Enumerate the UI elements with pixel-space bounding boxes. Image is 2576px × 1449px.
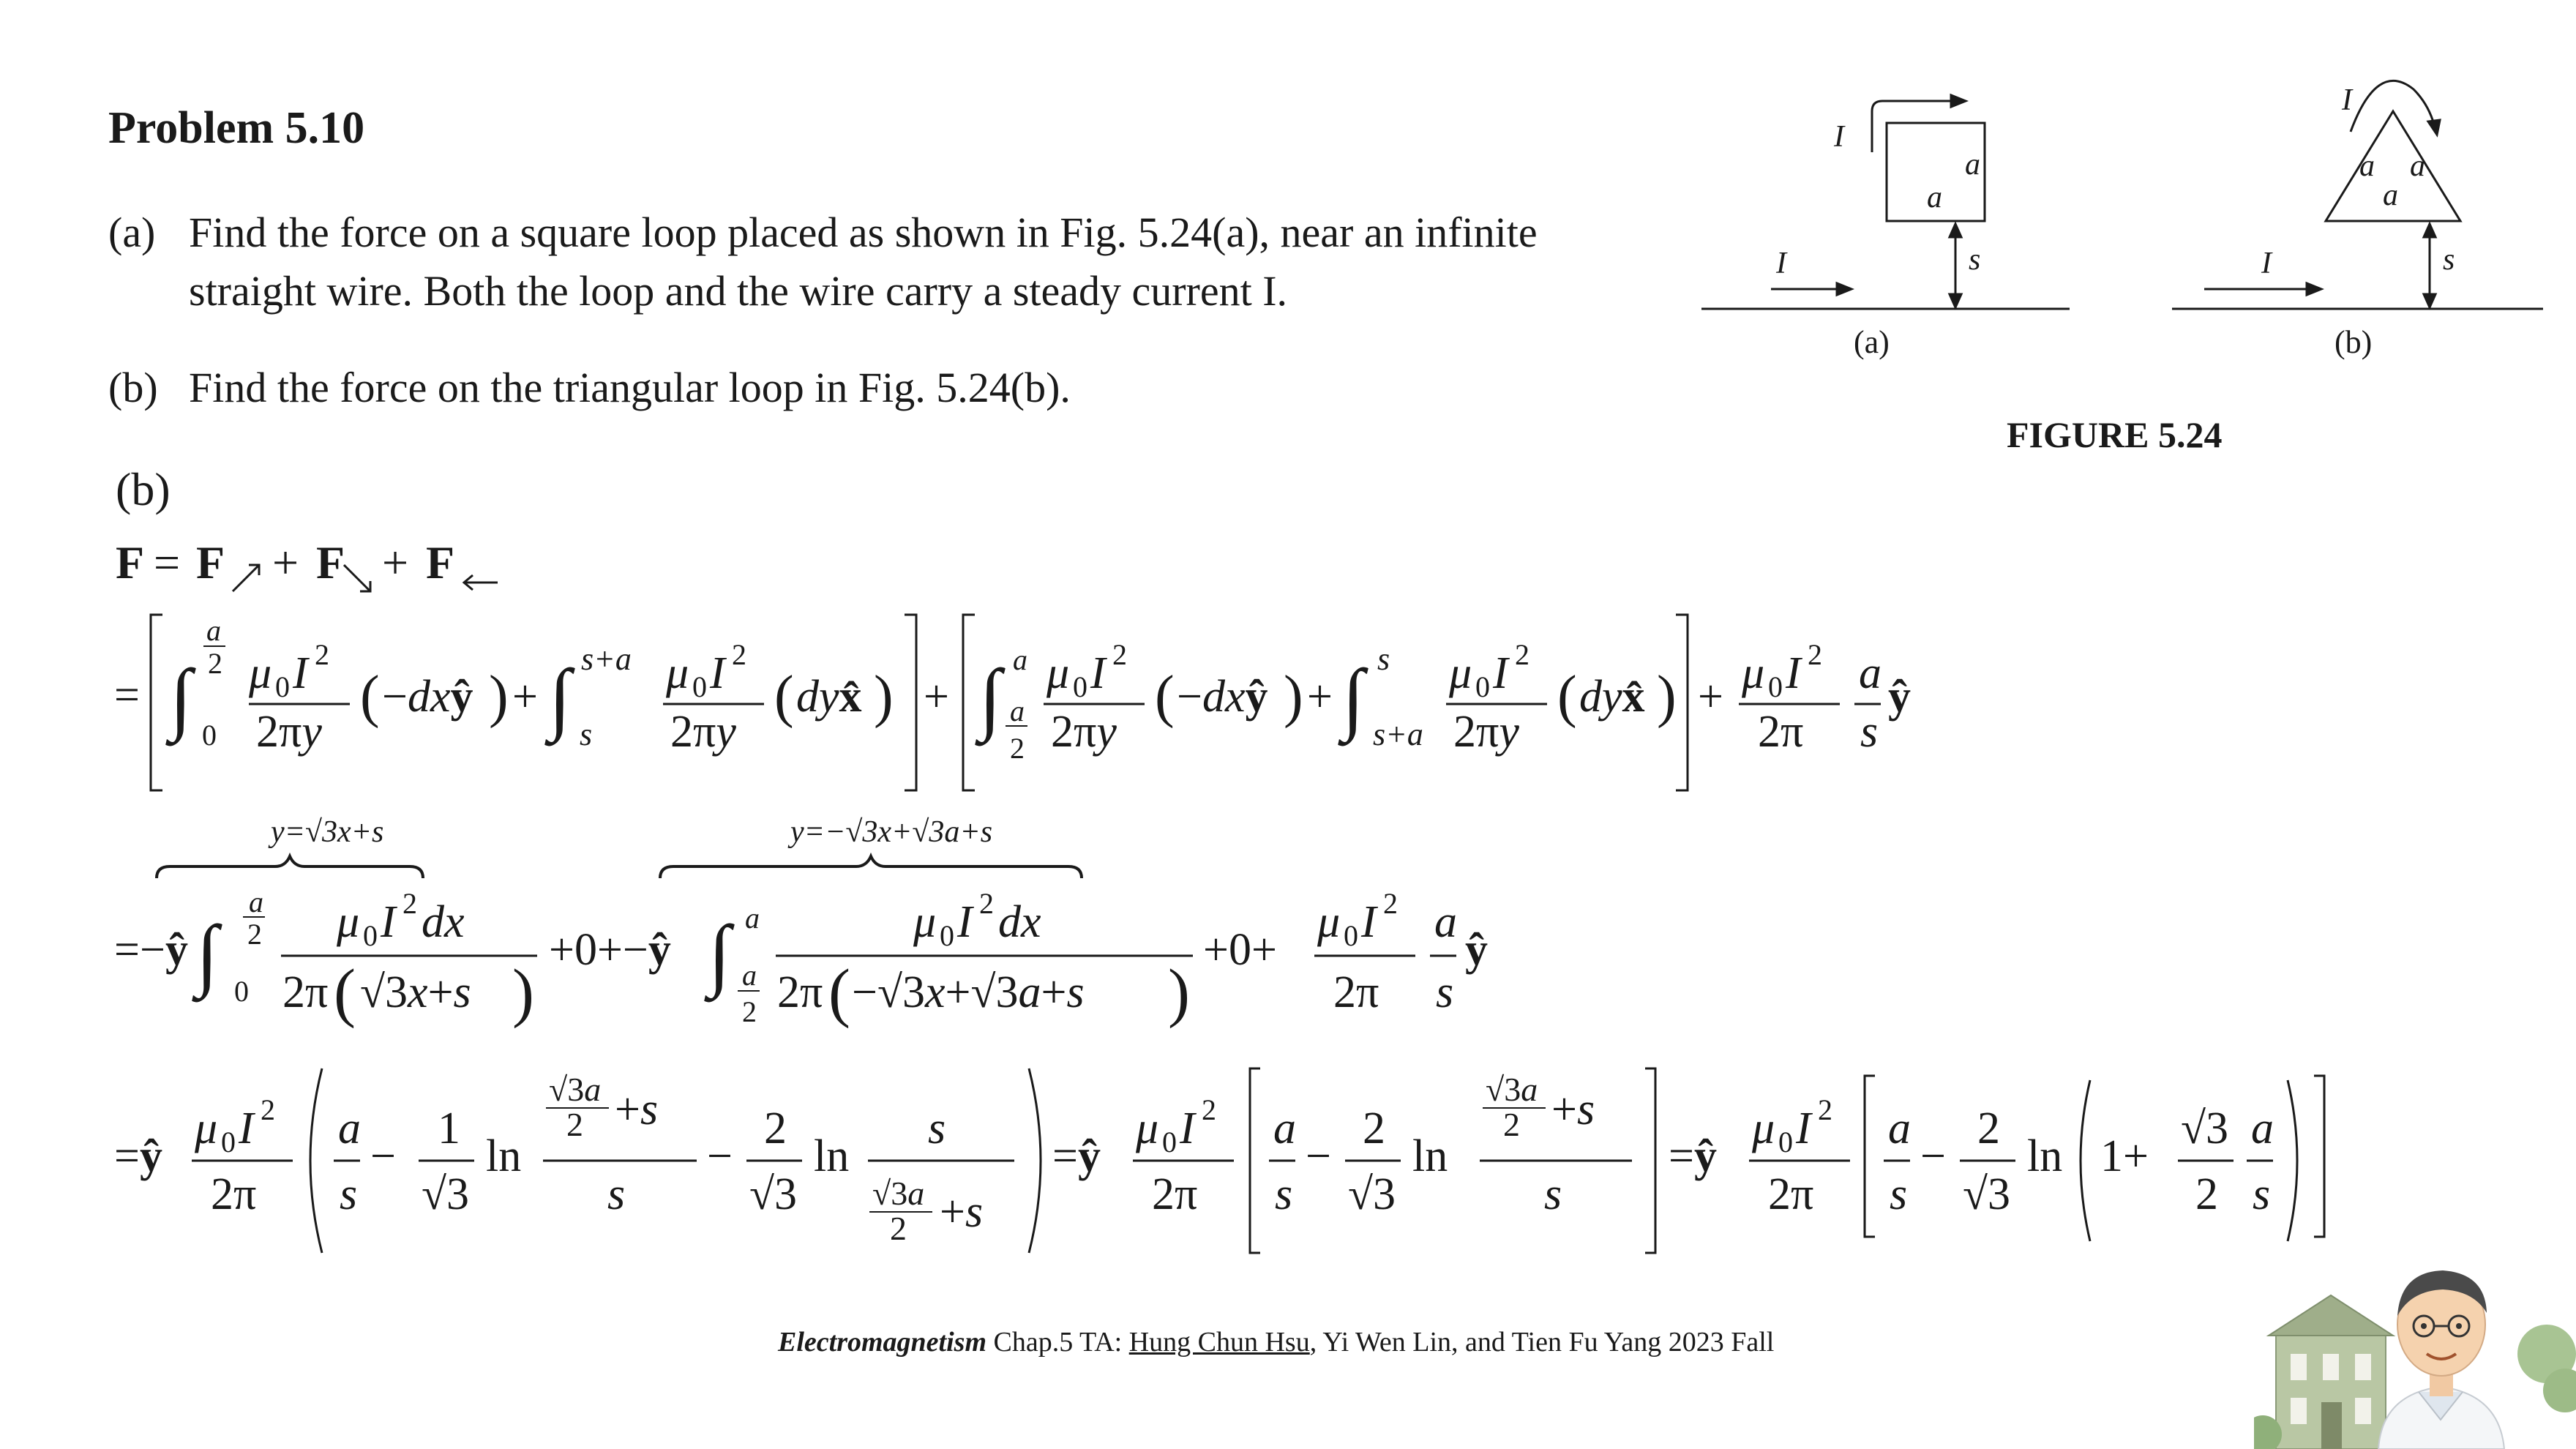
svg-text:0: 0	[234, 975, 249, 1008]
svg-text:μ: μ	[249, 648, 272, 698]
svg-text:2: 2	[566, 1106, 583, 1143]
svg-text:): )	[874, 664, 894, 729]
svg-text:=: =	[114, 670, 140, 720]
svg-text:s+a: s+a	[581, 641, 632, 677]
svg-text:dx: dx	[422, 897, 465, 947]
svg-text:0: 0	[1475, 670, 1490, 703]
svg-text:2: 2	[1363, 1104, 1385, 1153]
svg-text:2: 2	[247, 918, 262, 951]
svg-text:a: a	[1010, 694, 1025, 727]
footer-ta-name: Hung Chun Hsu	[1128, 1327, 1310, 1358]
svg-text:I: I	[1493, 648, 1508, 698]
svg-text:0: 0	[363, 919, 378, 952]
svg-text:−dxŷ: −dxŷ	[382, 672, 473, 722]
svg-text:F: F	[196, 536, 225, 588]
footer-chapter: Chap.5 TA:	[993, 1327, 1123, 1358]
svg-text:2: 2	[764, 1104, 787, 1153]
svg-text:∫: ∫	[196, 909, 219, 998]
problem-part-b	[108, 359, 1755, 417]
svg-text:dx: dx	[998, 897, 1041, 947]
svg-text:2: 2	[742, 995, 757, 1028]
part-a-line-1: Find the force on a square loop placed as shown in Fig. 5.24(a), near an infinite	[189, 209, 1538, 256]
fig-a-distance-label: s	[1969, 243, 1981, 277]
svg-text:0: 0	[940, 919, 954, 952]
fig-a-current-label-loop: I	[1834, 120, 1844, 154]
svg-text:ln: ln	[1412, 1131, 1448, 1181]
svg-text:μ: μ	[1752, 1104, 1775, 1153]
fig-sub-b-label: (b)	[2334, 324, 2373, 360]
svg-text:0: 0	[1768, 670, 1783, 703]
problem-title: Problem 5.10	[108, 103, 365, 153]
svg-text:ln: ln	[486, 1131, 522, 1181]
svg-text:0: 0	[202, 719, 217, 752]
svg-text:∫: ∫	[979, 653, 1002, 742]
svg-text:+s: +s	[615, 1085, 659, 1134]
svg-text:0: 0	[275, 670, 290, 703]
avatar-illustration	[2254, 1237, 2576, 1449]
eq-line-1	[116, 536, 498, 591]
eq-line-3	[114, 815, 1488, 1029]
svg-text:2π: 2π	[1758, 707, 1804, 757]
svg-text:I: I	[381, 897, 396, 947]
svg-text:+: +	[272, 536, 299, 588]
svg-text:): )	[1657, 664, 1677, 729]
part-b-label: (b)	[108, 364, 158, 411]
figure-5-24	[1683, 66, 2561, 373]
svg-text:a: a	[742, 959, 757, 992]
svg-text:+0+: +0+	[1203, 925, 1277, 975]
svg-text:2: 2	[1808, 638, 1822, 671]
eq-line-2	[114, 614, 1911, 790]
svg-text:I: I	[957, 897, 973, 947]
svg-text:F: F	[426, 536, 455, 588]
svg-text:−: −	[370, 1131, 396, 1181]
svg-text:2: 2	[1112, 638, 1127, 671]
svg-text:2: 2	[1818, 1093, 1832, 1126]
svg-text:∫: ∫	[1342, 653, 1365, 742]
svg-text:I: I	[293, 648, 308, 698]
svg-text:−: −	[707, 1131, 733, 1181]
svg-text:=−ŷ: =−ŷ	[114, 925, 188, 975]
svg-text:μ: μ	[1046, 648, 1070, 698]
svg-text:s: s	[928, 1104, 946, 1153]
svg-text:I: I	[710, 648, 725, 698]
svg-text:√3: √3	[422, 1169, 470, 1219]
svg-text:2: 2	[1503, 1106, 1520, 1143]
svg-text:a: a	[1013, 643, 1027, 676]
svg-text:=ŷ: =ŷ	[1669, 1131, 1717, 1181]
svg-text:+s: +s	[1551, 1085, 1595, 1134]
svg-text:ŷ: ŷ	[1465, 925, 1488, 975]
svg-text:2: 2	[208, 647, 222, 680]
svg-text:I: I	[239, 1104, 254, 1153]
svg-text:2: 2	[732, 638, 746, 671]
svg-text:s: s	[2253, 1169, 2271, 1219]
svg-text:(: (	[828, 956, 850, 1029]
part-b-text: Find the force on the triangular loop in Fig. 5.24(b).	[189, 364, 1071, 411]
svg-text:2π: 2π	[1333, 967, 1379, 1017]
svg-text:0: 0	[1162, 1126, 1177, 1158]
fig-b-side-label-bottom: a	[2383, 179, 2398, 212]
svg-text:dyx̂: dyx̂	[796, 672, 862, 722]
svg-text:√3a: √3a	[1486, 1071, 1538, 1108]
svg-text:0: 0	[1073, 670, 1087, 703]
svg-text:s: s	[1890, 1169, 1908, 1219]
svg-text:2π: 2π	[777, 967, 823, 1017]
svg-text:+: +	[1698, 672, 1723, 722]
svg-text:a: a	[338, 1104, 361, 1153]
svg-text:0: 0	[1344, 919, 1358, 952]
svg-text:a: a	[2251, 1104, 2274, 1153]
svg-text:+: +	[382, 536, 409, 588]
svg-text:+: +	[512, 672, 538, 722]
svg-text:I: I	[1796, 1104, 1811, 1153]
svg-text:∫: ∫	[170, 653, 192, 742]
svg-text:=ŷ: =ŷ	[114, 1131, 162, 1181]
svg-text:=ŷ: =ŷ	[1052, 1131, 1101, 1181]
svg-text:2: 2	[402, 887, 417, 920]
svg-text:ln: ln	[814, 1131, 850, 1181]
svg-text:a: a	[745, 902, 760, 935]
fig-a-side-label-right: a	[1965, 148, 1980, 181]
svg-text:−: −	[1306, 1131, 1331, 1181]
figure-a-drawing	[1701, 95, 2070, 309]
svg-text:−: −	[1920, 1131, 1946, 1181]
svg-text:2: 2	[1977, 1104, 2000, 1153]
svg-text:2: 2	[890, 1210, 907, 1247]
svg-text:+s: +s	[940, 1187, 984, 1237]
svg-text:s: s	[1377, 641, 1390, 677]
svg-text:√3: √3	[749, 1169, 798, 1219]
svg-text:√3: √3	[1348, 1169, 1396, 1219]
footer-course: Electromagnetism	[778, 1327, 986, 1358]
svg-text:I: I	[1361, 897, 1377, 947]
fig-b-side-label-left: a	[2359, 149, 2375, 183]
svg-text:0: 0	[221, 1126, 236, 1158]
svg-text:s: s	[1436, 967, 1454, 1017]
svg-text:s: s	[607, 1169, 626, 1219]
svg-text:(: (	[1557, 664, 1577, 729]
figure-b-drawing	[2172, 80, 2543, 309]
footer-credits	[778, 1326, 1774, 1358]
svg-text:√3x+s: √3x+s	[360, 967, 471, 1017]
svg-text:2: 2	[1383, 887, 1398, 920]
svg-text:2πy: 2πy	[1051, 707, 1117, 757]
svg-text:−dxŷ: −dxŷ	[1177, 672, 1268, 722]
svg-text:2πy: 2πy	[256, 707, 322, 757]
svg-text:0: 0	[1778, 1126, 1793, 1158]
solution-part-label: (b)	[116, 463, 171, 515]
svg-text:1: 1	[438, 1104, 460, 1153]
svg-text:I: I	[1180, 1104, 1195, 1153]
svg-text:∫: ∫	[708, 909, 731, 998]
svg-text:√3a: √3a	[549, 1071, 602, 1108]
svg-text:(: (	[334, 956, 356, 1029]
fig-a-current-label-wire: I	[1776, 247, 1786, 280]
svg-text:+0+−ŷ: +0+−ŷ	[549, 925, 671, 975]
fig-a-side-label-bottom: a	[1927, 181, 1942, 214]
svg-text:√3: √3	[2181, 1104, 2229, 1153]
svg-text:s: s	[1275, 1169, 1293, 1219]
svg-text:−√3x+√3a+s: −√3x+√3a+s	[852, 967, 1085, 1017]
problem-part-a	[108, 203, 1755, 328]
part-a-line-2: straight wire. Both the loop and the wire carry a steady current I.	[189, 267, 1288, 315]
svg-text:dyx̂: dyx̂	[1579, 672, 1645, 722]
svg-text:a: a	[1434, 897, 1457, 947]
svg-text:2: 2	[1515, 638, 1530, 671]
svg-text:s: s	[1544, 1169, 1562, 1219]
fig-b-current-label-wire: I	[2261, 247, 2272, 280]
substitution-1: y=√3x+s	[271, 815, 384, 849]
substitution-2: y=−√3x+√3a+s	[790, 815, 993, 849]
svg-text:2πy: 2πy	[670, 707, 736, 757]
svg-text:μ: μ	[1449, 648, 1472, 698]
svg-text:ln: ln	[2027, 1131, 2063, 1181]
svg-text:2π: 2π	[1152, 1169, 1198, 1219]
solution-equations	[102, 512, 2474, 1288]
svg-text:): )	[1284, 664, 1303, 729]
svg-text:(: (	[360, 664, 380, 729]
svg-text:μ: μ	[1317, 897, 1341, 947]
svg-text:(: (	[1155, 664, 1175, 729]
svg-text:2: 2	[261, 1093, 275, 1126]
svg-text:s+a: s+a	[1373, 716, 1423, 752]
svg-text:√3: √3	[1963, 1169, 2011, 1219]
svg-text:μ: μ	[1136, 1104, 1159, 1153]
svg-text:μ: μ	[337, 897, 360, 947]
svg-text:s: s	[580, 716, 593, 752]
svg-text:a: a	[206, 614, 221, 647]
svg-text:2: 2	[979, 887, 994, 920]
svg-text:(: (	[774, 664, 794, 729]
footer-rest: , Yi Wen Lin, and Tien Fu Yang 2023 Fall	[1309, 1327, 1775, 1358]
svg-text:a: a	[249, 886, 263, 918]
svg-text:0: 0	[692, 670, 707, 703]
svg-text:I: I	[1090, 648, 1106, 698]
svg-text:): )	[1168, 956, 1190, 1029]
svg-text:ŷ: ŷ	[1888, 672, 1911, 722]
svg-text:μ: μ	[913, 897, 937, 947]
svg-text:2: 2	[315, 638, 329, 671]
svg-text:): )	[489, 664, 509, 729]
fig-sub-a-label: (a)	[1854, 324, 1890, 360]
svg-text:2: 2	[2195, 1169, 2218, 1219]
svg-text:s: s	[1860, 707, 1879, 757]
svg-text:μ: μ	[1742, 648, 1765, 698]
svg-text:=: =	[154, 536, 181, 588]
svg-text:1+: 1+	[2100, 1131, 2149, 1181]
svg-text:s: s	[340, 1169, 358, 1219]
svg-text:a: a	[1273, 1104, 1296, 1153]
fig-b-distance-label: s	[2443, 243, 2455, 277]
svg-text:2: 2	[1010, 732, 1025, 765]
avatar	[2378, 1270, 2504, 1449]
svg-text:2π: 2π	[282, 967, 329, 1017]
svg-text:2πy: 2πy	[1453, 707, 1519, 757]
svg-text:∫: ∫	[549, 653, 572, 742]
svg-text:+: +	[1307, 672, 1333, 722]
svg-text:2π: 2π	[1768, 1169, 1814, 1219]
svg-text:a: a	[1888, 1104, 1911, 1153]
svg-text:): )	[512, 956, 534, 1029]
svg-text:F: F	[116, 536, 145, 588]
svg-text:F: F	[316, 536, 345, 588]
fig-b-side-label-right: a	[2410, 149, 2425, 183]
svg-text:2π: 2π	[211, 1169, 257, 1219]
svg-text:μ: μ	[666, 648, 689, 698]
part-a-label: (a)	[108, 209, 156, 256]
fig-b-current-label-loop: I	[2342, 83, 2352, 117]
svg-text:2: 2	[1202, 1093, 1216, 1126]
svg-text:μ: μ	[195, 1104, 218, 1153]
svg-text:+: +	[924, 672, 949, 722]
svg-text:I: I	[1786, 648, 1801, 698]
eq-line-4	[114, 1068, 2324, 1253]
figure-caption: FIGURE 5.24	[2007, 414, 2223, 455]
svg-text:√3a: √3a	[872, 1175, 925, 1212]
svg-text:a: a	[1859, 648, 1882, 698]
